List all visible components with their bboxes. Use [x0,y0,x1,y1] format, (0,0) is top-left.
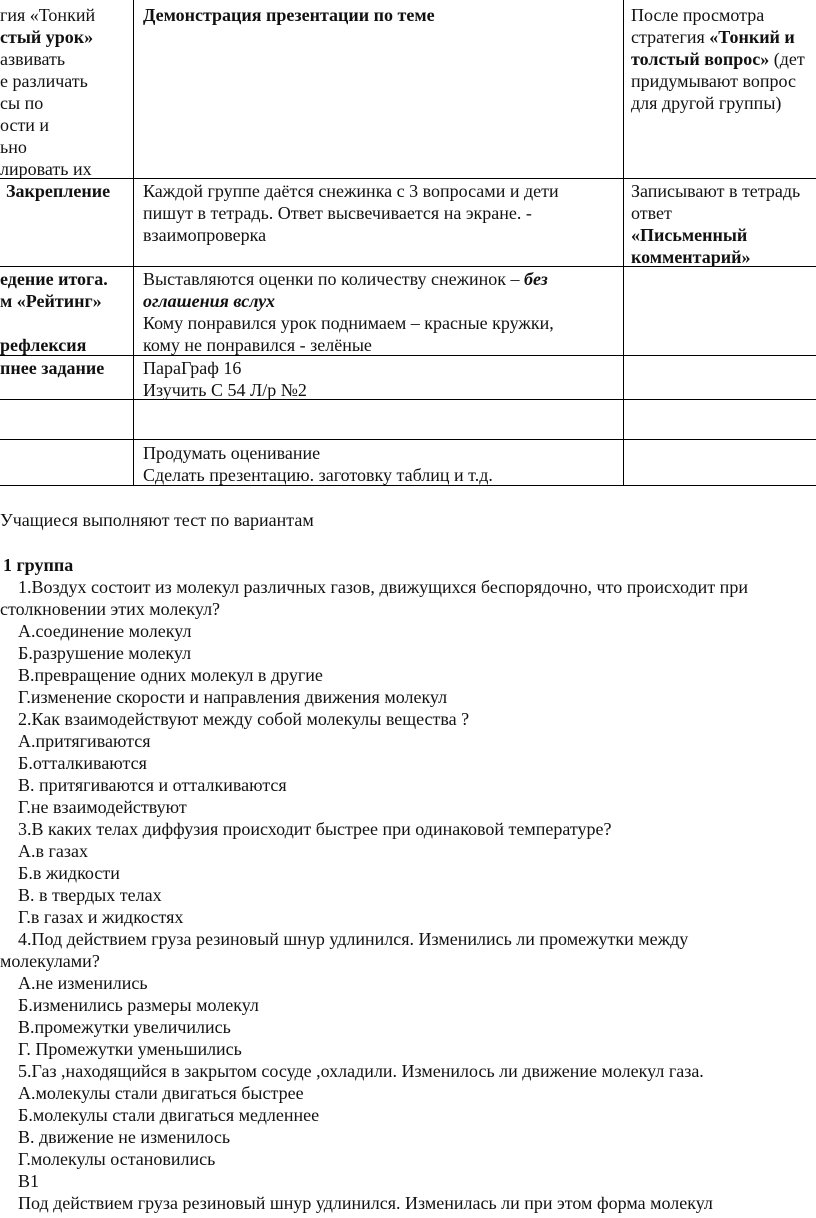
cell-line [0,312,108,334]
table-cell-left [0,4,95,180]
table-cell-middle [143,442,493,486]
table-column-divider [623,0,624,485]
question-line: 4.Под действием груза резиновый шнур удлинился. Изменились ли промежутки между [18,929,689,949]
answer-option: Г.в газах и жидкостях [18,907,184,927]
answer-option: В.промежутки увеличились [18,1017,231,1037]
table-cell-middle [143,4,435,26]
cell-line: Кому понравился урок поднимаем – красные кружки, [143,313,554,333]
cell-line: азвивать [0,49,66,69]
cell-line: ости и [0,115,50,135]
cell-line: Продумать оценивание [143,443,321,463]
answer-option: Г.изменение скорости и направления движения молекул [18,687,448,707]
cell-line: кому не понравился - зелёные [143,335,372,355]
cell-text-bold: «Тонкий и [709,27,795,47]
answer-option: А.соединение молекул [18,621,192,641]
answer-option: Б.разрушение молекул [18,643,192,663]
cell-line: ьно [0,137,27,157]
table-cell-left [0,357,104,379]
cell-line: Изучить С 54 Л/р №2 [143,380,307,400]
cell-line: придумывают вопрос [631,71,796,91]
cell-line: Записывают в тетрадь [631,181,801,201]
intro-text: Учащиеся выполняют тест по вариантам [0,510,314,530]
group-title: 1 группа [3,555,74,575]
answer-option: Г.не взаимодействуют [18,797,187,817]
cell-line: Сделать презентацию. заготовку таблиц и т.д. [143,465,493,485]
cell-text-bold: толстый вопрос» [631,49,770,69]
table-cell-middle [143,180,559,246]
cell-line: сы по [0,93,44,113]
table-row-divider [0,399,816,400]
cell-line: стый урок» [0,27,94,47]
answer-option: Б.в жидкости [18,863,120,883]
answer-option: Г. Промежутки уменьшились [18,1039,242,1059]
cell-text: Выставляются оценки по количеству снежинок – [143,269,525,289]
answer-option: А.притягиваются [18,731,151,751]
question-line: 5.Газ ,находящийся в закрытом сосуде ,охладили. Изменилось ли движение молекул газа. [18,1061,704,1081]
question-line: молекулами? [0,951,100,971]
question-line: 1.Воздух состоит из молекул различных газов, движущихся беспорядочно, что происходит при [18,577,748,597]
cell-line: оглашения вслух [143,291,275,311]
table-column-divider [133,0,134,485]
cell-line: ПараГраф 16 [143,358,242,378]
cell-line: едение итога. [0,269,108,289]
answer-option: В. притягиваются и отталкиваются [18,775,287,795]
cell-line: взаимопроверка [143,225,267,245]
cell-text: (дет [769,49,805,69]
cell-line: ответ [631,203,672,223]
answer-option: В.превращение одних молекул в другие [18,665,323,685]
cell-line: Демонстрация презентации по теме [143,5,435,25]
question-line: 2.Как взаимодействуют между собой молекулы вещества ? [18,709,470,729]
cell-line: рефлексия [0,335,87,355]
cell-line: гия «Тонкий [0,5,96,25]
answer-option: А.не изменились [18,973,148,993]
cell-line: лировать их [0,159,92,179]
cell-line: Закрепление [6,181,111,201]
cell-line: После просмотра [631,5,765,25]
table-row-divider [0,178,816,179]
cell-line: для другой группы) [631,93,782,113]
table-row-divider [0,439,816,440]
answer-option: Б.изменились размеры молекул [18,995,259,1015]
answer-option: А.в газах [18,841,88,861]
cell-line: е различать [0,71,88,91]
table-cell-right [631,180,800,268]
question-line: 3.В каких телах диффузия происходит быстрее при одинаковой температуре? [18,819,612,839]
answer-option: Б.молекулы стали двигаться медленнее [18,1105,320,1125]
table-cell-middle [143,268,554,356]
answer-option: Б.отталкиваются [18,753,147,773]
cell-line: «Письменный [631,225,748,245]
table-cell-middle [143,357,307,401]
question-line: Под действием груза резиновый шнур удлинился. Изменилась ли при этом форма молекул [18,1193,713,1213]
question-line: столкновении этих молекул? [0,599,221,619]
answer-option: А.молекулы стали двигаться быстрее [18,1083,304,1103]
table-cell-left [0,268,108,356]
answer-option: Г.молекулы остановились [18,1149,216,1169]
cell-line: пнее задание [0,358,105,378]
table-cell-left [6,180,110,202]
cell-line: пишут в тетрадь. Ответ высвечивается на экране. - [143,203,532,223]
question-label: В1 [18,1171,40,1191]
answer-option: В. в твердых телах [18,885,162,905]
table-cell-right [631,4,805,114]
cell-line: комментарий» [631,247,751,267]
answer-option: В. движение не изменилось [18,1127,231,1147]
cell-text: стратегия [631,27,710,47]
cell-text-bold-italic: без [524,269,548,289]
cell-line: Каждой группе даётся снежинка с 3 вопросами и дети [143,181,559,201]
cell-line: м «Рейтинг» [0,291,102,311]
